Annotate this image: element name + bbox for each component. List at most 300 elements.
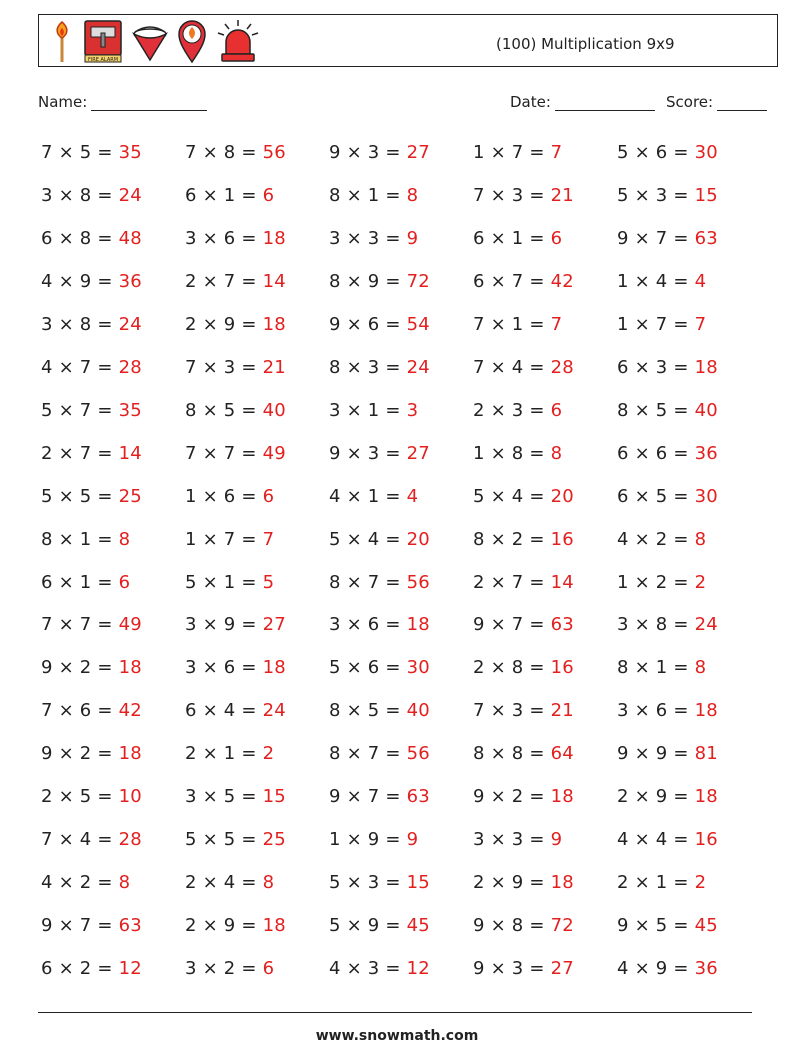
- times-sign: ×: [484, 614, 512, 636]
- operand-a: 7: [41, 700, 53, 722]
- equals-sign: =: [235, 442, 263, 464]
- operand-b: 1: [367, 184, 380, 206]
- answer: 42: [118, 700, 142, 722]
- times-sign: ×: [196, 270, 224, 292]
- answer: 27: [550, 958, 574, 980]
- header-icons: [49, 17, 261, 65]
- equals-sign: =: [235, 657, 263, 679]
- times-sign: ×: [196, 700, 224, 722]
- times-sign: ×: [340, 700, 368, 722]
- operand-a: 3: [617, 700, 629, 722]
- times-sign: ×: [484, 442, 512, 464]
- times-sign: ×: [484, 571, 512, 593]
- times-sign: ×: [196, 872, 224, 894]
- times-sign: ×: [196, 227, 224, 249]
- equals-sign: =: [379, 571, 407, 593]
- equals-sign: =: [235, 142, 263, 163]
- operand-a: 2: [473, 399, 485, 421]
- problem-row: [41, 142, 761, 168]
- operand-b: 7: [367, 571, 380, 593]
- times-sign: ×: [628, 485, 656, 507]
- problem-item: [41, 829, 142, 850]
- answer: 18: [262, 915, 286, 937]
- operand-a: 8: [185, 399, 197, 421]
- operand-a: 6: [617, 356, 629, 378]
- problem-item: [617, 572, 706, 593]
- equals-sign: =: [379, 270, 407, 292]
- times-sign: ×: [340, 356, 368, 378]
- answer: 14: [118, 442, 142, 464]
- operand-b: 1: [367, 399, 380, 421]
- answer: 14: [262, 270, 286, 292]
- times-sign: ×: [628, 700, 656, 722]
- problem-item: [185, 872, 274, 893]
- equals-sign: =: [91, 442, 119, 464]
- problem-row: [41, 228, 761, 254]
- times-sign: ×: [196, 356, 224, 378]
- fire-bucket-icon: [131, 20, 169, 62]
- operand-a: 8: [329, 356, 341, 378]
- times-sign: ×: [52, 872, 80, 894]
- times-sign: ×: [52, 528, 80, 550]
- problem-item: [185, 743, 274, 764]
- equals-sign: =: [91, 786, 119, 808]
- answer: 2: [694, 872, 707, 894]
- times-sign: ×: [340, 786, 368, 808]
- answer: 4: [694, 270, 707, 292]
- problem-item: [473, 529, 574, 550]
- operand-a: 5: [41, 399, 53, 421]
- equals-sign: =: [523, 227, 551, 249]
- answer: 24: [118, 313, 142, 335]
- equals-sign: =: [667, 528, 695, 550]
- times-sign: ×: [196, 399, 224, 421]
- times-sign: ×: [52, 614, 80, 636]
- equals-sign: =: [91, 485, 119, 507]
- equals-sign: =: [379, 786, 407, 808]
- times-sign: ×: [484, 184, 512, 206]
- problem-item: [473, 572, 574, 593]
- problem-item: [329, 314, 430, 335]
- operand-a: 1: [617, 571, 629, 593]
- operand-a: 9: [329, 442, 341, 464]
- equals-sign: =: [667, 872, 695, 894]
- operand-a: 2: [473, 571, 485, 593]
- problem-item: [473, 486, 574, 507]
- operand-a: 6: [185, 184, 197, 206]
- operand-a: 9: [617, 915, 629, 937]
- answer: 3: [406, 399, 419, 421]
- operand-b: 5: [655, 399, 668, 421]
- operand-b: 9: [655, 958, 668, 980]
- operand-a: 7: [41, 614, 53, 636]
- times-sign: ×: [628, 743, 656, 765]
- operand-b: 7: [367, 743, 380, 765]
- operand-b: 4: [79, 829, 92, 851]
- name-field[interactable]: [38, 93, 207, 111]
- answer: 64: [550, 743, 574, 765]
- problem-row: [41, 829, 761, 855]
- operand-a: 1: [185, 485, 197, 507]
- operand-b: 7: [511, 270, 524, 292]
- times-sign: ×: [484, 270, 512, 292]
- equals-sign: =: [667, 614, 695, 636]
- times-sign: ×: [196, 442, 224, 464]
- answer: 18: [262, 227, 286, 249]
- answer: 30: [694, 485, 718, 507]
- equals-sign: =: [667, 700, 695, 722]
- problem-item: [329, 400, 418, 421]
- operand-b: 8: [511, 657, 524, 679]
- times-sign: ×: [628, 657, 656, 679]
- operand-b: 7: [79, 915, 92, 937]
- equals-sign: =: [667, 743, 695, 765]
- equals-sign: =: [379, 184, 407, 206]
- operand-b: 8: [511, 743, 524, 765]
- answer: 8: [406, 184, 419, 206]
- operand-a: 7: [473, 184, 485, 206]
- operand-b: 4: [655, 829, 668, 851]
- answer: 14: [550, 571, 574, 593]
- operand-a: 2: [473, 872, 485, 894]
- equals-sign: =: [523, 915, 551, 937]
- answer: 25: [262, 829, 286, 851]
- answer: 10: [118, 786, 142, 808]
- score-blank[interactable]: [717, 94, 767, 111]
- operand-b: 3: [511, 184, 524, 206]
- answer: 5: [262, 571, 275, 593]
- operand-b: 2: [79, 958, 92, 980]
- operand-a: 5: [185, 829, 197, 851]
- score-field[interactable]: [666, 93, 767, 111]
- operand-a: 7: [41, 829, 53, 851]
- operand-b: 7: [223, 442, 236, 464]
- problem-item: [41, 743, 142, 764]
- answer: 2: [262, 743, 275, 765]
- operand-b: 9: [367, 270, 380, 292]
- problem-item: [473, 829, 562, 850]
- operand-b: 9: [655, 786, 668, 808]
- problem-row: [41, 657, 761, 683]
- equals-sign: =: [379, 528, 407, 550]
- operand-b: 3: [367, 442, 380, 464]
- answer: 24: [406, 356, 430, 378]
- equals-sign: =: [379, 872, 407, 894]
- equals-sign: =: [667, 270, 695, 292]
- problem-item: [473, 743, 574, 764]
- problem-row: [41, 185, 761, 211]
- answer: 6: [550, 227, 563, 249]
- operand-b: 6: [655, 442, 668, 464]
- operand-a: 8: [329, 700, 341, 722]
- times-sign: ×: [340, 829, 368, 851]
- times-sign: ×: [196, 786, 224, 808]
- problem-row: [41, 872, 761, 898]
- answer: 6: [262, 485, 275, 507]
- equals-sign: =: [235, 356, 263, 378]
- operand-a: 3: [329, 399, 341, 421]
- times-sign: ×: [196, 657, 224, 679]
- times-sign: ×: [340, 227, 368, 249]
- answer: 56: [406, 571, 430, 593]
- equals-sign: =: [235, 786, 263, 808]
- operand-a: 8: [329, 184, 341, 206]
- footer-website: www.snowmath.com: [315, 1028, 479, 1044]
- problem-row: [41, 357, 761, 383]
- operand-a: 9: [329, 313, 341, 335]
- problem-row: [41, 486, 761, 512]
- answer: 63: [406, 786, 430, 808]
- operand-a: 9: [473, 614, 485, 636]
- problem-item: [185, 958, 274, 979]
- operand-a: 7: [41, 142, 53, 163]
- problem-item: [617, 786, 718, 807]
- operand-a: 1: [617, 313, 629, 335]
- operand-a: 5: [617, 184, 629, 206]
- operand-b: 5: [223, 399, 236, 421]
- answer: 18: [406, 614, 430, 636]
- equals-sign: =: [91, 614, 119, 636]
- equals-sign: =: [379, 958, 407, 980]
- problem-item: [41, 657, 142, 678]
- problem-item: [185, 829, 286, 850]
- equals-sign: =: [379, 142, 407, 163]
- problem-row: [41, 915, 761, 941]
- answer: 30: [406, 657, 430, 679]
- answer: 9: [406, 227, 419, 249]
- answer: 15: [406, 872, 430, 894]
- operand-a: 9: [473, 786, 485, 808]
- operand-b: 2: [79, 872, 92, 894]
- operand-a: 3: [41, 184, 53, 206]
- equals-sign: =: [91, 399, 119, 421]
- answer: 24: [262, 700, 286, 722]
- date-field[interactable]: [510, 93, 655, 111]
- answer: 40: [694, 399, 718, 421]
- equals-sign: =: [667, 829, 695, 851]
- problem-item: [617, 271, 706, 292]
- operand-b: 8: [79, 313, 92, 335]
- operand-a: 3: [185, 614, 197, 636]
- equals-sign: =: [91, 270, 119, 292]
- equals-sign: =: [91, 356, 119, 378]
- times-sign: ×: [340, 442, 368, 464]
- equals-sign: =: [667, 786, 695, 808]
- problem-item: [329, 743, 430, 764]
- answer: 45: [694, 915, 718, 937]
- operand-a: 3: [185, 227, 197, 249]
- times-sign: ×: [484, 872, 512, 894]
- times-sign: ×: [52, 270, 80, 292]
- operand-a: 8: [329, 270, 341, 292]
- operand-a: 2: [41, 442, 53, 464]
- problem-item: [185, 486, 274, 507]
- equals-sign: =: [523, 142, 551, 163]
- equals-sign: =: [235, 614, 263, 636]
- times-sign: ×: [484, 786, 512, 808]
- times-sign: ×: [628, 442, 656, 464]
- times-sign: ×: [52, 442, 80, 464]
- problem-item: [41, 400, 142, 421]
- times-sign: ×: [628, 184, 656, 206]
- answer: 49: [118, 614, 142, 636]
- problem-item: [329, 700, 430, 721]
- equals-sign: =: [667, 142, 695, 163]
- operand-a: 6: [473, 227, 485, 249]
- problem-item: [185, 400, 286, 421]
- times-sign: ×: [628, 958, 656, 980]
- answer: 48: [118, 227, 142, 249]
- operand-b: 4: [367, 528, 380, 550]
- operand-b: 1: [511, 227, 524, 249]
- problem-row: [41, 700, 761, 726]
- answer: 72: [406, 270, 430, 292]
- times-sign: ×: [628, 829, 656, 851]
- answer: 81: [694, 743, 718, 765]
- operand-a: 3: [329, 227, 341, 249]
- equals-sign: =: [667, 227, 695, 249]
- equals-sign: =: [235, 571, 263, 593]
- answer: 27: [406, 142, 430, 163]
- problem-row: [41, 958, 761, 984]
- times-sign: ×: [484, 657, 512, 679]
- answer: 27: [262, 614, 286, 636]
- answer: 28: [118, 829, 142, 851]
- problem-item: [185, 529, 274, 550]
- operand-b: 9: [223, 614, 236, 636]
- operand-b: 6: [367, 614, 380, 636]
- problem-row: [41, 614, 761, 640]
- operand-b: 3: [367, 356, 380, 378]
- equals-sign: =: [379, 829, 407, 851]
- operand-b: 3: [511, 829, 524, 851]
- operand-b: 5: [367, 700, 380, 722]
- problem-item: [473, 271, 574, 292]
- answer: 16: [550, 657, 574, 679]
- equals-sign: =: [379, 743, 407, 765]
- problem-item: [473, 443, 562, 464]
- operand-a: 5: [329, 915, 341, 937]
- operand-a: 7: [185, 356, 197, 378]
- times-sign: ×: [52, 485, 80, 507]
- answer: 8: [694, 528, 707, 550]
- worksheet-header: [38, 14, 778, 67]
- date-blank[interactable]: [555, 94, 655, 111]
- answer: 35: [118, 142, 142, 163]
- problem-item: [617, 872, 706, 893]
- worksheet-title: (100) Multiplication 9x9: [496, 35, 675, 53]
- answer: 27: [406, 442, 430, 464]
- equals-sign: =: [235, 485, 263, 507]
- times-sign: ×: [340, 872, 368, 894]
- times-sign: ×: [340, 958, 368, 980]
- equals-sign: =: [91, 743, 119, 765]
- operand-b: 1: [223, 571, 236, 593]
- operand-b: 7: [79, 356, 92, 378]
- answer: 54: [406, 313, 430, 335]
- equals-sign: =: [91, 142, 119, 163]
- operand-b: 2: [655, 528, 668, 550]
- problem-item: [473, 657, 574, 678]
- problem-item: [329, 486, 418, 507]
- operand-a: 9: [473, 915, 485, 937]
- name-blank[interactable]: [91, 94, 207, 111]
- answer: 8: [550, 442, 563, 464]
- operand-a: 4: [617, 958, 629, 980]
- problem-item: [473, 700, 574, 721]
- operand-a: 6: [41, 958, 53, 980]
- problem-item: [41, 486, 142, 507]
- times-sign: ×: [52, 571, 80, 593]
- equals-sign: =: [235, 743, 263, 765]
- operand-b: 2: [223, 958, 236, 980]
- problem-item: [473, 185, 574, 206]
- times-sign: ×: [340, 915, 368, 937]
- problem-item: [41, 915, 142, 936]
- operand-b: 1: [79, 571, 92, 593]
- alarm-label: FIRE ALARM: [87, 57, 119, 63]
- operand-b: 7: [655, 227, 668, 249]
- answer: 18: [694, 786, 718, 808]
- operand-b: 1: [655, 872, 668, 894]
- answer: 18: [694, 700, 718, 722]
- answer: 18: [262, 657, 286, 679]
- problem-item: [473, 786, 574, 807]
- answer: 6: [262, 958, 275, 980]
- equals-sign: =: [523, 872, 551, 894]
- equals-sign: =: [235, 227, 263, 249]
- times-sign: ×: [628, 313, 656, 335]
- times-sign: ×: [484, 700, 512, 722]
- operand-b: 7: [511, 614, 524, 636]
- equals-sign: =: [91, 915, 119, 937]
- times-sign: ×: [196, 142, 224, 163]
- operand-b: 6: [367, 657, 380, 679]
- operand-b: 9: [79, 270, 92, 292]
- problem-item: [617, 486, 718, 507]
- times-sign: ×: [196, 958, 224, 980]
- name-label: Name:: [38, 93, 88, 111]
- problem-item: [617, 228, 718, 249]
- equals-sign: =: [91, 700, 119, 722]
- equals-sign: =: [235, 829, 263, 851]
- equals-sign: =: [523, 184, 551, 206]
- times-sign: ×: [340, 270, 368, 292]
- answer: 6: [550, 399, 563, 421]
- operand-b: 7: [511, 571, 524, 593]
- times-sign: ×: [484, 485, 512, 507]
- operand-b: 5: [655, 485, 668, 507]
- operand-b: 3: [655, 356, 668, 378]
- operand-b: 9: [367, 915, 380, 937]
- problem-item: [473, 872, 574, 893]
- times-sign: ×: [196, 915, 224, 937]
- operand-a: 1: [185, 528, 197, 550]
- answer: 63: [118, 915, 142, 937]
- operand-b: 6: [79, 700, 92, 722]
- operand-b: 5: [79, 485, 92, 507]
- problem-item: [185, 572, 274, 593]
- problem-item: [329, 657, 430, 678]
- problem-item: [617, 400, 718, 421]
- operand-b: 9: [655, 743, 668, 765]
- times-sign: ×: [484, 399, 512, 421]
- operand-b: 6: [655, 142, 668, 163]
- operand-a: 9: [329, 786, 341, 808]
- operand-b: 3: [223, 356, 236, 378]
- operand-a: 4: [41, 356, 53, 378]
- problem-item: [329, 529, 430, 550]
